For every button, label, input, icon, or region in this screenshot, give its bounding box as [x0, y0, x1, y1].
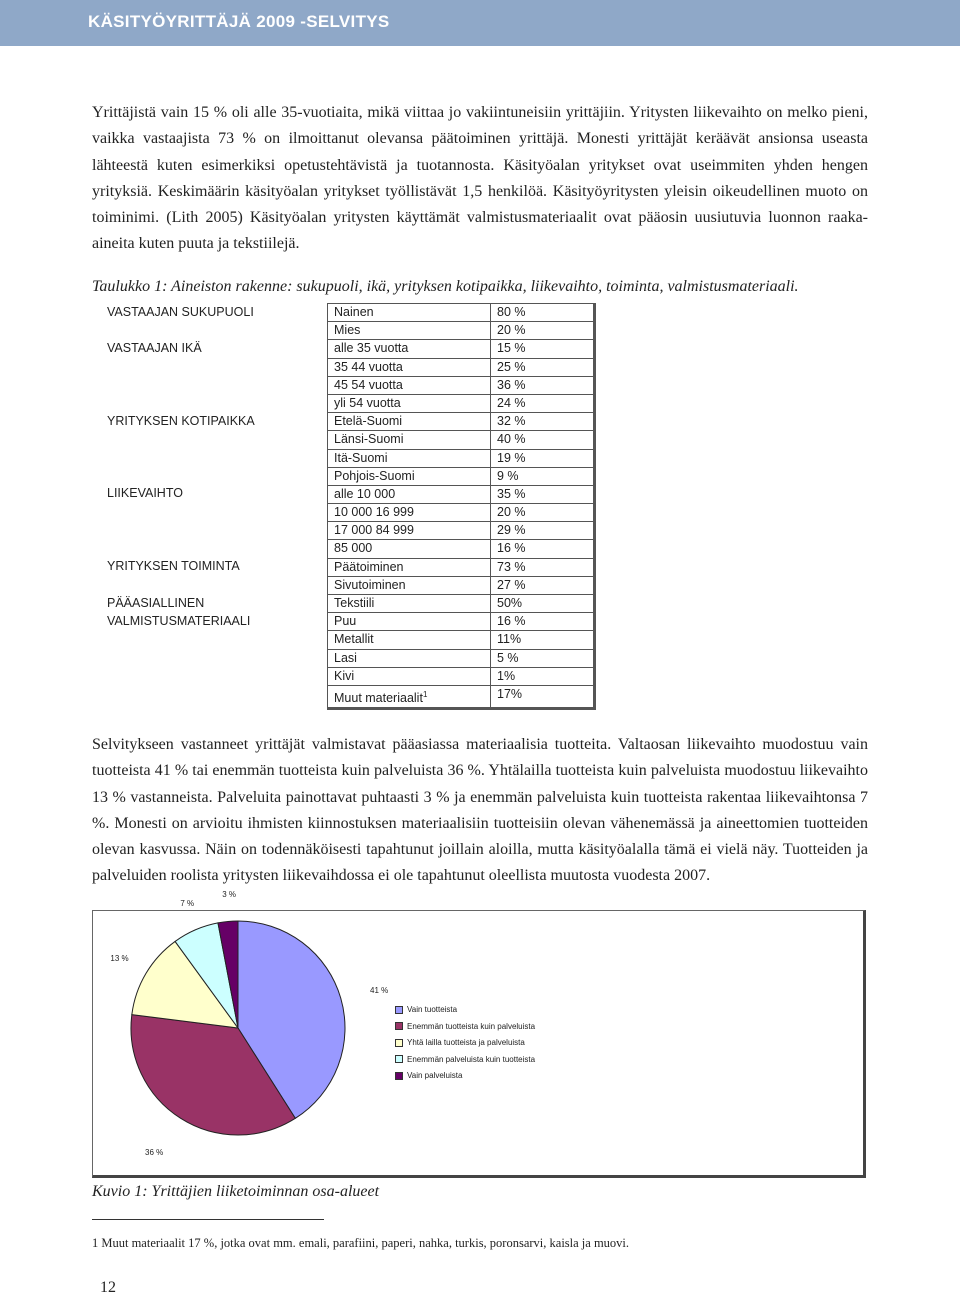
table-value: 19 % — [491, 449, 595, 467]
table-category: VASTAAJAN IKÄ — [107, 340, 202, 355]
pie-data-label: 41 % — [370, 986, 389, 996]
table-row — [101, 649, 595, 667]
table-label-text: Mies — [334, 323, 361, 338]
table-label — [328, 358, 491, 376]
footnote-reference: 1 — [422, 689, 428, 699]
table-row — [101, 485, 595, 503]
table-label-text: alle 35 vuotta — [334, 341, 409, 356]
table-category: VALMISTUSMATERIAALI — [107, 613, 251, 628]
legend-label: Vain tuotteista — [407, 1005, 458, 1014]
table-label-text: Lasi — [334, 650, 357, 665]
table-label — [328, 576, 491, 594]
table-label-text: Sivutoiminen — [334, 577, 406, 592]
table-row — [101, 413, 595, 431]
header-title: KÄSITYÖYRITTÄJÄ 2009 -SELVITYS — [88, 12, 390, 31]
table-label — [328, 613, 491, 631]
table-label — [328, 522, 491, 540]
table-row — [101, 631, 595, 649]
table-label-text: Metallit — [334, 632, 374, 647]
table-row — [101, 431, 595, 449]
table-value: 1% — [491, 667, 595, 685]
table-value: 80 % — [491, 304, 595, 322]
table-value: 40 % — [491, 431, 595, 449]
table-row — [101, 558, 595, 576]
table-label-text: Nainen — [334, 305, 374, 319]
footnote-mark: 1 — [92, 1236, 99, 1250]
legend-item — [395, 1022, 535, 1032]
pie-data-label: 7 % — [180, 899, 195, 909]
pie-data-label: 3 % — [222, 889, 237, 899]
intro-paragraph: Yrittäjistä vain 15 % oli alle 35-vuotiaita, mikä viittaa jo vakiintuneisiin yrittäjiin. Yritysten liikevaihto on melko pieni, vaikka vastaajista 73 % on ilmoittanut olevansa päätoiminen yrittäjä. Monesti yrittäjät keräävät ansionsa useasta lähteestä kuten esimerkiksi opetustehtävistä ja tuotannosta. Käsityöalan yritykset ovat useimmiten yhden hengen yrityksiä. Keskimäärin käsityöalan yritykset työllistävät 1,5 henkilöä. Käsityöyritysten yleisin oikeudellinen muoto on toiminimi. (Lith 2005) Käsityöalan yritysten käyttämät valmistusmateriaalit ovat pääosin uusiutuvia luonnon raaka-aineita kuten puuta ja tekstiilejä. — [92, 104, 868, 253]
pie-data-label: 36 % — [145, 1147, 164, 1157]
legend-swatch — [395, 1039, 403, 1047]
table-label — [328, 394, 491, 412]
table-value: 15 % — [491, 340, 595, 358]
table-value: 20 % — [491, 322, 595, 340]
legend-label: Enemmän palveluista kuin tuotteista — [407, 1054, 536, 1064]
table-value: 5 % — [491, 649, 595, 667]
pie-data-label: 13 % — [110, 954, 129, 964]
table-label-text: Tekstiili — [334, 596, 375, 610]
table-label-text: 10 000 16 999 — [334, 505, 414, 520]
table-category — [101, 467, 328, 485]
table-category: VASTAAJAN SUKUPUOLI — [107, 304, 254, 319]
table-row — [101, 504, 595, 522]
legend-swatch — [395, 1072, 403, 1080]
table-category — [101, 394, 328, 412]
table-label — [328, 449, 491, 467]
legend-swatch — [395, 1055, 403, 1063]
table-category: YRITYKSEN KOTIPAIKKA — [107, 413, 255, 428]
table-row — [101, 322, 595, 340]
table-label — [328, 540, 491, 558]
table-label — [328, 322, 491, 340]
table-label — [328, 485, 491, 503]
table-row — [101, 667, 595, 685]
table-row — [101, 376, 595, 394]
table-value: 27 % — [491, 576, 595, 594]
table-label — [328, 558, 491, 576]
table-value: 36 % — [491, 376, 595, 394]
footnote-rule — [92, 1219, 324, 1220]
table-label — [328, 376, 491, 394]
table-category — [101, 449, 328, 467]
table-label — [328, 595, 491, 613]
table-label-text: Länsi-Suomi — [334, 432, 404, 447]
table-label-text: Itä-Suomi — [334, 450, 388, 465]
table-label-text: Kivi — [334, 668, 355, 683]
pie-chart — [92, 889, 866, 1178]
table-row — [101, 685, 595, 708]
body-paragraph: Selvitykseen vastanneet yrittäjät valmistavat pääasiassa materiaalisia tuotteita. Valtaosan liikevaihto muodostuu vain tuotteista 41 % tai enemmän tuotteista kuin palveluista 36 %. Yhtälailla tuotteista kuin palveluista muodostuu liikevaihto 13 % vastanneista. Palveluita painottavat puhtaasti 3 % ja enemmän palveluista kuin tuotteista rakentaa liikevaihtonsa 7 %. Monesti on arvioitu ihmisten kiinnostuksen materiaalisiin tuotteisiin olevan vähenemässä ja aineettomien tuotteiden olevan kasvussa. Näin on todennäköisesti tapahtunut joillain aloilla, mutta käsityöalalla tämä ei vielä näy. Tuotteiden ja palveluiden roolista yritysten liikevaihdossa ei ole tapahtunut oleellista muutosta vuodesta 2007. — [92, 736, 868, 885]
table-category — [101, 649, 328, 667]
table-value: 29 % — [491, 522, 595, 540]
data-table — [101, 303, 596, 710]
table-category — [101, 431, 328, 449]
table-row — [101, 613, 595, 631]
table-label — [328, 467, 491, 485]
table-label-text: Päätoiminen — [334, 559, 404, 574]
table-category — [101, 685, 328, 708]
footnote-text: Muut materiaalit 17 %, jotka ovat mm. emali, parafiini, paperi, nahka, turkis, poronsarvi, kaisla ja muovi. — [98, 1236, 630, 1250]
table-label — [328, 685, 491, 708]
table-value: 9 % — [491, 467, 595, 485]
legend-item — [395, 1055, 535, 1065]
table-label-text: Muut materiaalit — [334, 691, 423, 706]
table-row — [101, 595, 595, 613]
table-label-text: 45 54 vuotta — [334, 377, 403, 392]
figure-caption: Kuvio 1: Yrittäjien liiketoiminnan osa-alueet — [92, 1183, 380, 1200]
table-value: 35 % — [491, 485, 595, 503]
table-label — [328, 413, 491, 431]
table-category: LIIKEVAIHTO — [107, 486, 183, 501]
table-category: PÄÄASIALLINEN — [107, 595, 205, 610]
pie-chart-svg — [93, 911, 393, 1171]
legend-swatch — [395, 1022, 403, 1030]
legend-label: Yhtä lailla tuotteista ja palveluista — [407, 1038, 525, 1047]
table-category: YRITYKSEN TOIMINTA — [107, 559, 240, 574]
table-row — [101, 394, 595, 412]
table-label — [328, 431, 491, 449]
chart-legend — [395, 1005, 555, 1185]
table-label — [328, 649, 491, 667]
table-value: 17% — [491, 685, 595, 708]
legend-label: Vain palveluista — [407, 1071, 463, 1080]
table-value: 50% — [491, 595, 595, 613]
table-category — [101, 667, 328, 685]
page-number: 12 — [100, 1279, 116, 1296]
table-label-text: yli 54 vuotta — [334, 395, 401, 410]
table-category — [101, 540, 328, 558]
table-row — [101, 576, 595, 594]
table-value: 11% — [491, 631, 595, 649]
table-category — [101, 358, 328, 376]
table-label — [328, 340, 491, 358]
table-value: 16 % — [491, 540, 595, 558]
legend-item — [395, 1005, 457, 1015]
table-category — [101, 576, 328, 594]
table-row — [101, 449, 595, 467]
table-label-text: alle 10 000 — [334, 486, 396, 501]
table-value: 32 % — [491, 413, 595, 431]
table-label-text: Pohjois-Suomi — [334, 468, 415, 483]
legend-item — [395, 1071, 462, 1081]
legend-item — [395, 1038, 525, 1048]
table-category — [101, 322, 328, 340]
legend-swatch — [395, 1006, 403, 1014]
header-bar — [0, 0, 960, 46]
table-row — [101, 467, 595, 485]
table-label — [328, 504, 491, 522]
table-category — [101, 376, 328, 394]
table-label-text: Puu — [334, 614, 357, 629]
table-value: 16 % — [491, 613, 595, 631]
table-label-text: 35 44 vuotta — [334, 359, 403, 374]
table-value: 20 % — [491, 504, 595, 522]
footnote — [92, 1236, 629, 1251]
table-row — [101, 522, 595, 540]
table-label — [328, 631, 491, 649]
legend-label: Enemmän tuotteista kuin palveluista — [407, 1021, 536, 1031]
table-row — [101, 540, 595, 558]
table-category — [101, 631, 328, 649]
table-label — [328, 304, 491, 322]
table-label-text: 17 000 84 999 — [334, 523, 414, 538]
table-label-text: Etelä-Suomi — [334, 414, 403, 429]
table-caption: Taulukko 1: Aineiston rakenne: sukupuoli, ikä, yrityksen kotipaikka, liikevaihto, toiminta, valmistusmateriaali. — [92, 278, 799, 295]
table-label-text: 85 000 — [334, 541, 373, 556]
table-value: 73 % — [491, 558, 595, 576]
table-row — [101, 358, 595, 376]
table-value: 25 % — [491, 358, 595, 376]
table-label — [328, 667, 491, 685]
table-category — [101, 504, 328, 522]
table-category — [101, 522, 328, 540]
table-row — [101, 304, 595, 322]
table-row — [101, 340, 595, 358]
table-value: 24 % — [491, 394, 595, 412]
